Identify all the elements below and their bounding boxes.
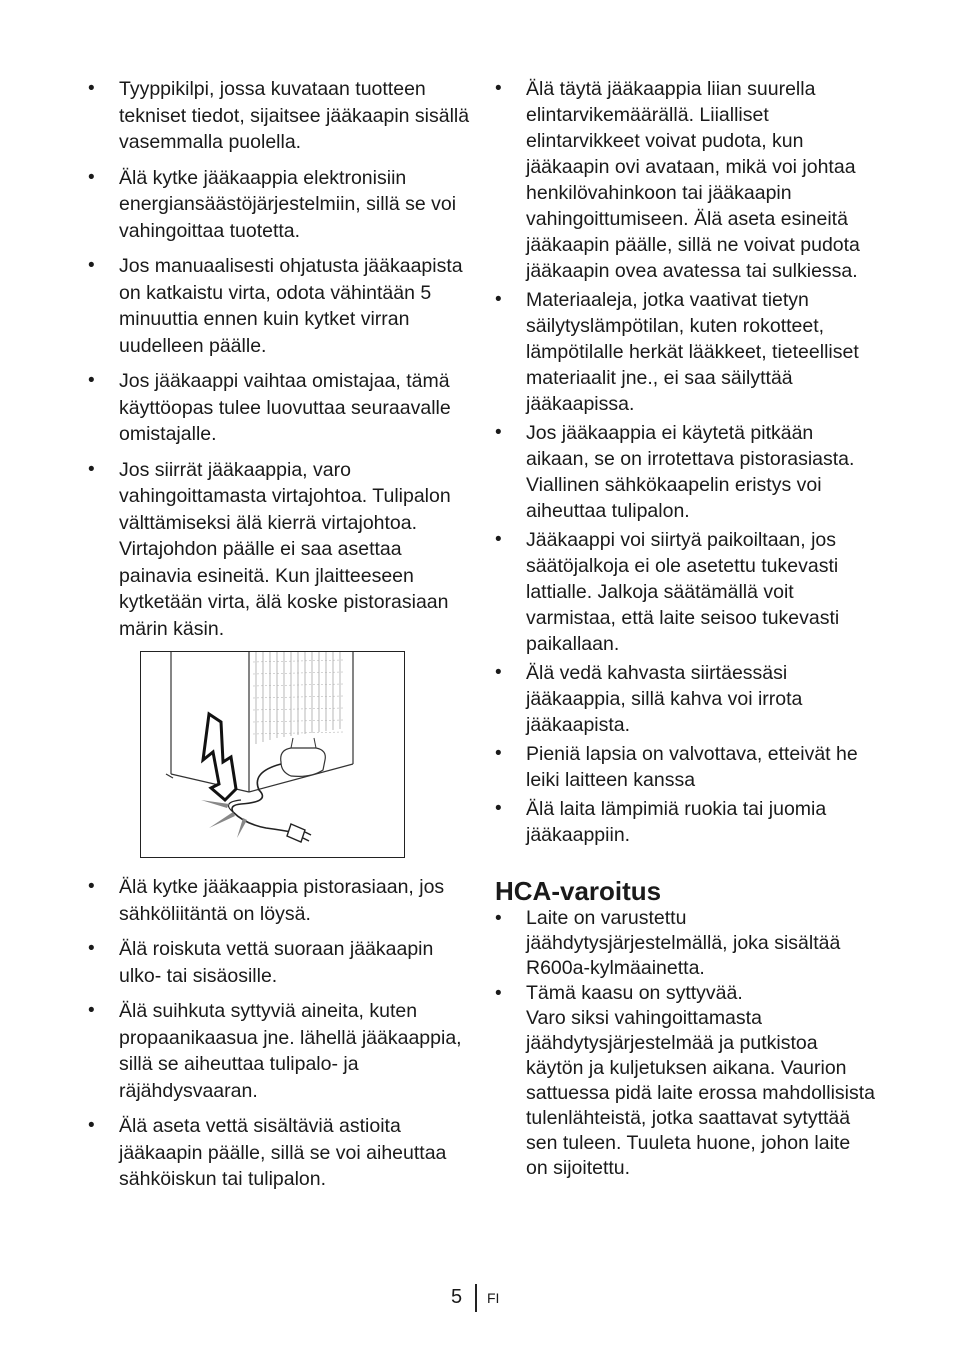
footer-divider <box>475 1284 477 1312</box>
hca-warning-list <box>495 906 877 1181</box>
list-item: • Älä vedä kahvasta siirtäessäsi jääkaappia, sillä kahva voi irrota jääkaapista. <box>495 660 877 738</box>
list-item: • Älä laita lämpimiä ruokia tai juomia jääkaappiin. <box>495 796 877 848</box>
hca-warning-heading: HCA-varoitus <box>495 876 662 906</box>
list-item <box>495 981 877 1181</box>
list-item: • Laite on varustettu jäähdytysjärjestelmällä, joka sisältää R600a-kylmäainetta. <box>495 906 877 981</box>
fridge-back-illustration <box>141 652 404 857</box>
page-number: 5 <box>451 1286 463 1308</box>
list-item: • Älä kytke jääkaappia elektronisiin energiansäästöjärjestelmiin, sillä se voi vahingoittaa tuotetta. <box>88 165 470 245</box>
list-item: • Jos jääkaappi vaihtaa omistajaa, tämä käyttöopas tulee luovuttaa seuraavalle omistajalle. <box>88 368 470 448</box>
list-item: • Jääkaappi voi siirtyä paikoiltaan, jos säätöjalkoja ei ole asetettu tukevasti lattialle. Jalkoja säätämällä voit varmistaa, että laite seisoo tukevasti paikallaan. <box>495 527 877 657</box>
language-code: FI <box>487 1290 500 1306</box>
safety-list-top <box>88 76 470 642</box>
right-column <box>495 76 877 1181</box>
list-item: • Älä aseta vettä sisältäviä astioita jääkaapin päälle, sillä se voi aiheuttaa sähköiskun tai tulipalon. <box>88 1113 470 1193</box>
left-column <box>88 76 470 1202</box>
hca-item-first-line: Tämä kaasu on syttyvää. <box>526 982 743 1004</box>
list-item: • Jos jääkaappia ei käytetä pitkään aikaan, se on irrotettava pistorasiasta. Viallinen sähkökaapelin eristys voi aiheuttaa tulipalon. <box>495 420 877 524</box>
power-cord-warning-figure <box>140 651 405 858</box>
list-item: • Jos siirrät jääkaappia, varo vahingoittamasta virtajohtoa. Tulipalon välttämiseksi älä kierrä virtajohtoa. Virtajohdon päälle ei saa asettaa painavia esineitä. Kun jlaitteeseen kytketään virta, älä koske pistorasiaan märin käsin. <box>88 457 470 643</box>
list-item: • Älä kytke jääkaappia pistorasiaan, jos sähköliitäntä on löysä. <box>88 874 470 927</box>
list-item: • Tyyppikilpi, jossa kuvataan tuotteen tekniset tiedot, sijaitsee jääkaapin sisällä vasemmalla puolella. <box>88 76 470 156</box>
safety-list-bottom <box>88 874 470 1193</box>
list-item: • Materiaaleja, jotka vaativat tietyn säilytyslämpötilan, kuten rokotteet, lämpötilalle herkät lääkkeet, tieteelliset materiaalit jne., ei saa säilyttää jääkaapissa. <box>495 287 877 417</box>
list-item: • Älä roiskuta vettä suoraan jääkaapin ulko- tai sisäosille. <box>88 936 470 989</box>
list-item: • Jos manuaalisesti ohjatusta jääkaapista on katkaistu virta, odota vähintään 5 minuuttia ennen kuin kytket virran uudelleen päälle. <box>88 253 470 359</box>
list-item: • Älä suihkuta syttyviä aineita, kuten propaanikaasua jne. lähellä jääkaappia, sillä se aiheuttaa tulipalo- ja räjähdysvaaran. <box>88 998 470 1104</box>
list-item: • Älä täytä jääkaappia liian suurella elintarvikemäärällä. Liialliset elintarvikkeet voivat pudota, kun jääkaapin ovi avataan, mikä voi johtaa henkilövahinkoon tai jääkaapin vahingoittumiseen. Älä aseta esineitä jääkaapin päälle, sillä ne voivat pudota jääkaapin ovea avatessa tai sulkiessa. <box>495 76 877 284</box>
hca-item-rest: Varo siksi vahingoittamasta jäähdytysjärjestelmää ja putkistoa käytön ja kuljetuksen aikana. Vaurion sattuessa pidä laite erossa mahdollisista tulenlähteistä, jotka saattavat sytyttää sen tuleen. Tuuleta huone, johon laite on sijoitettu. <box>526 1007 876 1179</box>
page-footer <box>0 1284 954 1316</box>
list-item: • Pieniä lapsia on valvottava, etteivät he leiki laitteen kanssa <box>495 741 877 793</box>
safety-list-right <box>495 76 877 848</box>
